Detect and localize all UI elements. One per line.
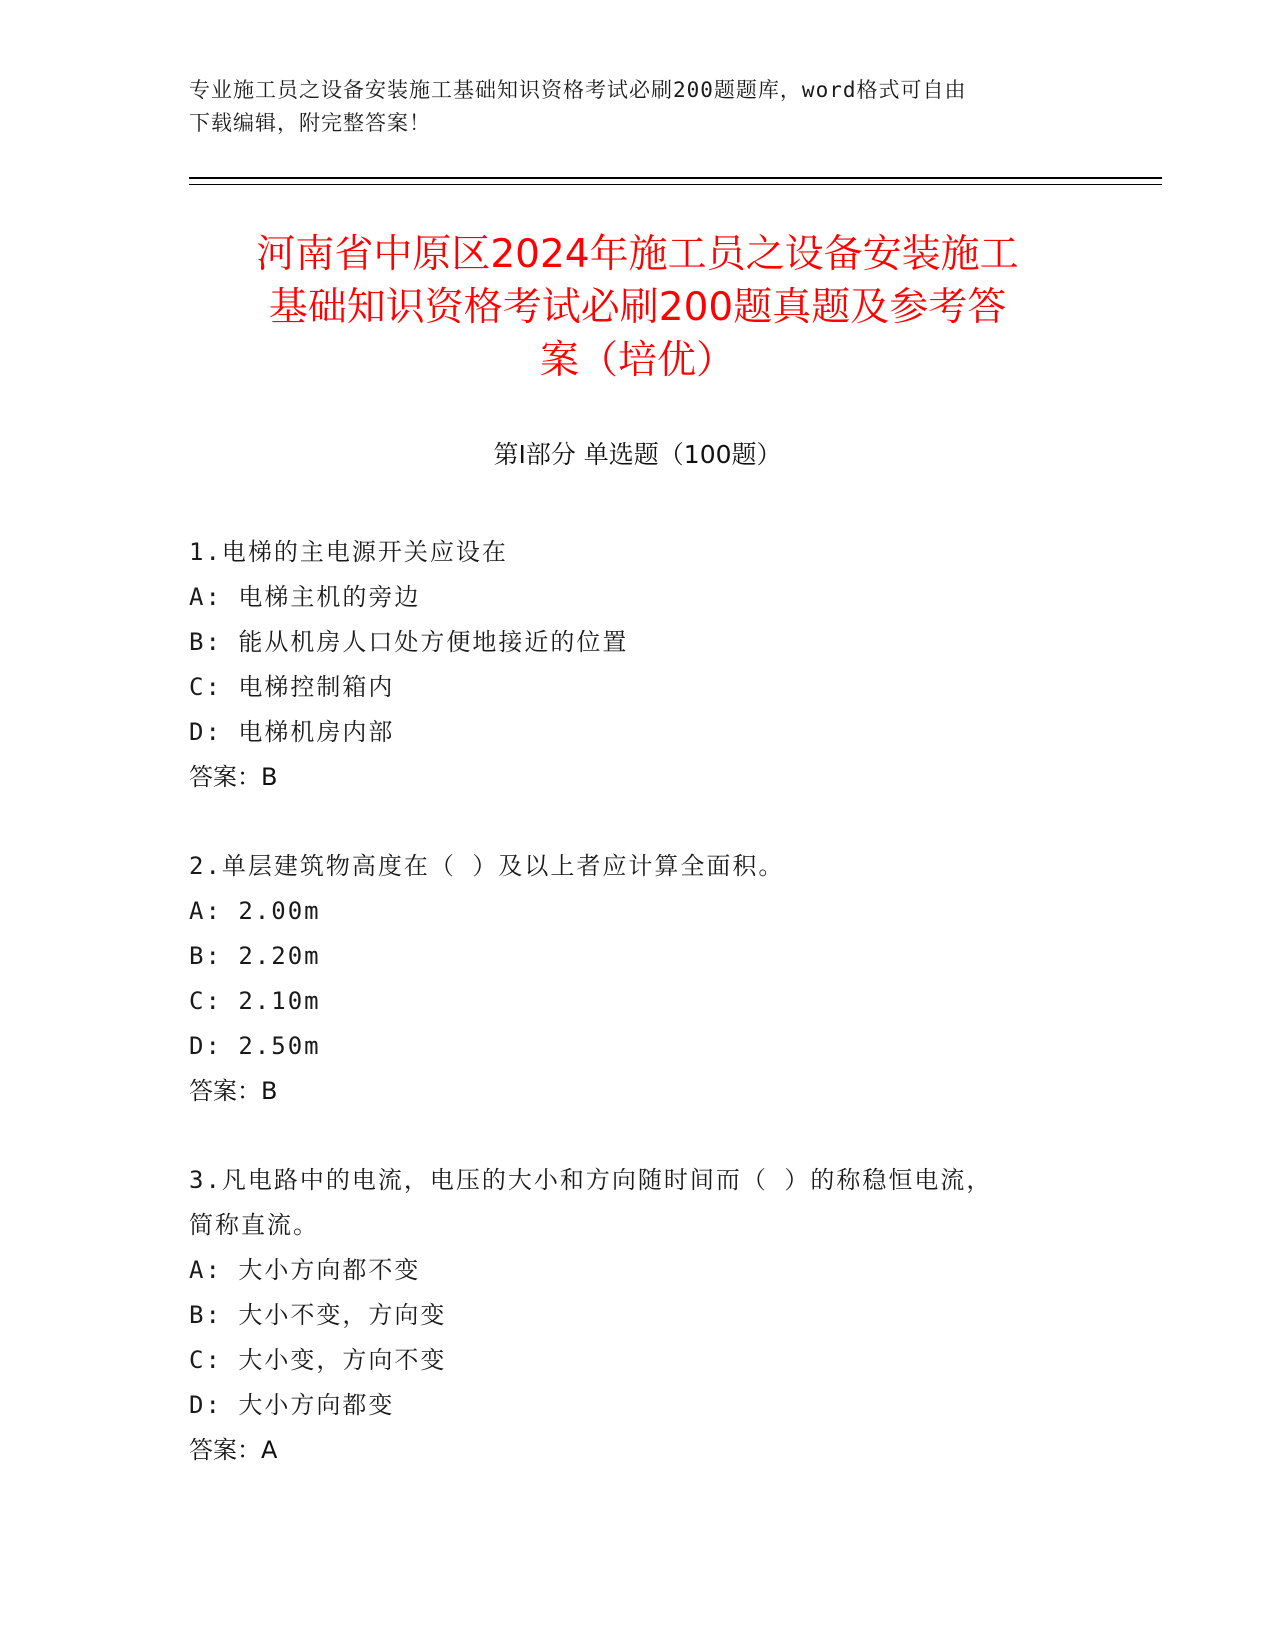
option-c: C: 大小变，方向不变 [189,1346,447,1374]
document-header [189,74,1089,140]
option-b: B: 能从机房人口处方便地接近的位置 [189,628,629,656]
option-b: B: 2.20m [189,942,321,970]
document-title [160,228,1115,387]
option-c: C: 2.10m [189,987,321,1015]
question-3 [189,1158,1089,1473]
option-d: D: 大小方向都变 [189,1391,395,1419]
question-1 [189,530,1089,800]
answer-line: 答案：B [189,763,278,791]
question-2 [189,844,1089,1114]
header-line-2: 下载编辑，附完整答案！ [189,111,431,135]
answer-line: 答案：B [189,1077,278,1105]
title-line-2: 基础知识资格考试必刷200题真题及参考答 [268,285,1007,330]
option-a: A: 电梯主机的旁边 [189,583,421,611]
question-stem: 2.单层建筑物高度在（ ）及以上者应计算全面积。 [189,852,785,880]
option-a: A: 大小方向都不变 [189,1256,421,1284]
option-d: D: 2.50m [189,1032,321,1060]
title-line-3: 案（培优） [539,338,735,383]
option-c: C: 电梯控制箱内 [189,673,395,701]
question-stem: 1.电梯的主电源开关应设在 [189,538,508,566]
question-list [189,530,1089,1517]
answer-line: 答案：A [189,1436,278,1464]
header-rule-thin [189,184,1162,185]
section-heading: 第Ⅰ部分 单选题（100题） [493,440,782,469]
question-stem-line-1: 3.凡电路中的电流，电压的大小和方向随时间而（ ）的称稳恒电流， [189,1166,993,1194]
header-rule-thick [189,177,1162,179]
header-line-1: 专业施工员之设备安装施工基础知识资格考试必刷200题题库，word格式可自由 [189,78,967,102]
option-a: A: 2.00m [189,897,321,925]
title-line-1: 河南省中原区2024年施工员之设备安装施工 [256,232,1019,277]
option-d: D: 电梯机房内部 [189,718,395,746]
option-b: B: 大小不变，方向变 [189,1301,447,1329]
question-stem-line-2: 简称直流。 [189,1211,319,1239]
